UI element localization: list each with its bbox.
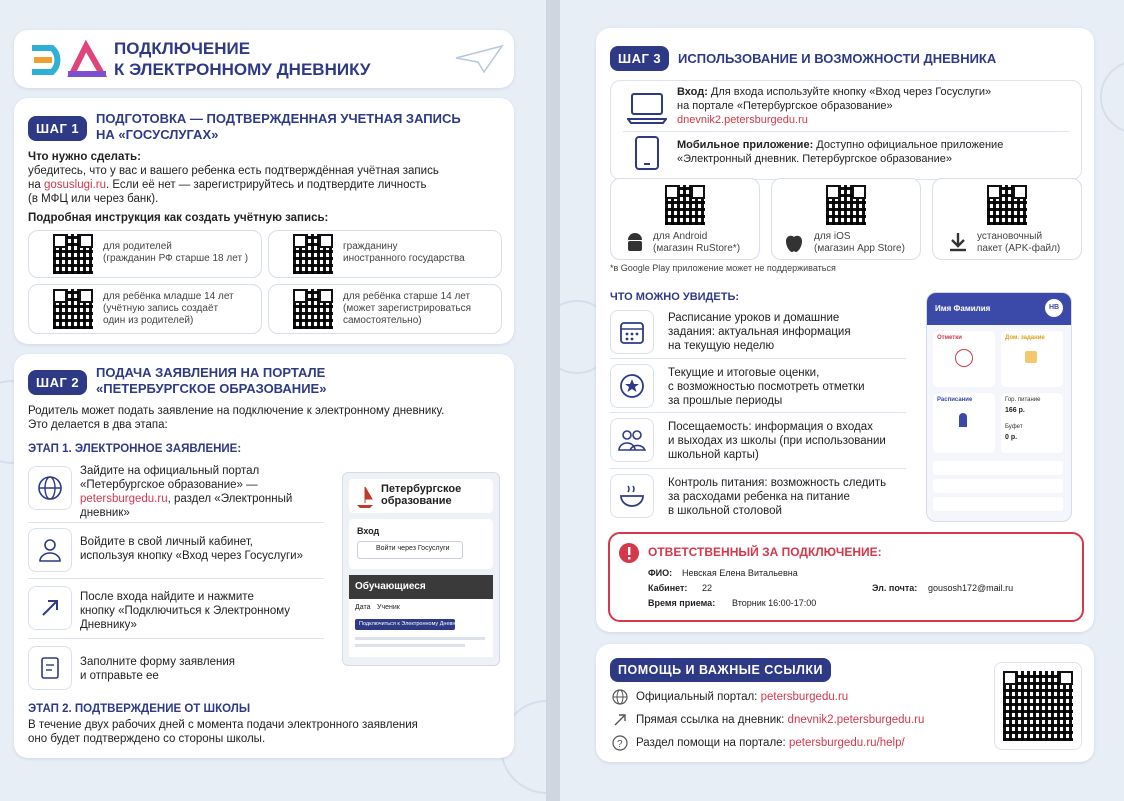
step1-badge: ШАГ 1 bbox=[28, 116, 87, 141]
step1-title-line2: НА «ГОСУСЛУГАХ» bbox=[96, 127, 219, 142]
help-question-icon bbox=[612, 735, 628, 751]
feature1-a: Расписание уроков и домашние bbox=[668, 312, 840, 324]
qr-code-icon bbox=[826, 185, 866, 225]
app1-line1: для Android bbox=[653, 231, 708, 242]
item2-a: Войдите в свой личный кабинет, bbox=[80, 536, 254, 548]
item1-a: Зайдите на официальный портал bbox=[80, 465, 260, 477]
step2-title-line1: ПОДАЧА ЗАЯВЛЕНИЯ НА ПОРТАЛЕ bbox=[96, 365, 326, 380]
app-homework-tile[interactable] bbox=[1001, 331, 1063, 387]
room-label: Кабинет: bbox=[648, 583, 688, 593]
gosuslugi-login-button[interactable] bbox=[357, 541, 463, 559]
divider bbox=[610, 358, 906, 359]
svg-text:?: ? bbox=[617, 739, 623, 750]
step2-badge: ШАГ 2 bbox=[28, 370, 87, 395]
qr3-line1: для ребёнка младше 14 лет bbox=[103, 291, 234, 302]
divider bbox=[623, 131, 1069, 132]
app2-line1: для iOS bbox=[814, 231, 851, 242]
app-header bbox=[927, 293, 1071, 325]
page-gutter bbox=[546, 0, 560, 801]
app-list-row bbox=[933, 479, 1063, 493]
responsible-title: ОТВЕТСТВЕННЫЙ ЗА ПОДКЛЮЧЕНИЕ: bbox=[648, 545, 882, 559]
apple-icon bbox=[784, 231, 804, 253]
user-icon bbox=[28, 528, 72, 572]
feature3-c: школьной карты) bbox=[668, 449, 759, 461]
app3-line2: пакет (APK-файл) bbox=[977, 243, 1061, 254]
help-card bbox=[596, 644, 1094, 762]
help-link-1: Официальный портал: petersburgedu.ru bbox=[636, 691, 849, 703]
feature1-b: задания: актуальная информация bbox=[668, 326, 851, 338]
portal-logo-b: образование bbox=[381, 495, 452, 507]
avatar[interactable]: НВ bbox=[1045, 299, 1063, 317]
item4-a: Заполните форму заявления bbox=[80, 656, 236, 668]
qr4-line3: самостоятельно) bbox=[343, 315, 422, 326]
left-page bbox=[0, 0, 546, 801]
app-marks-tile[interactable] bbox=[933, 331, 995, 387]
portal-logo-bar bbox=[349, 479, 493, 513]
qr1-line1: для родителей bbox=[103, 241, 172, 252]
homework-icon bbox=[1025, 351, 1037, 363]
mark-badge bbox=[955, 349, 973, 367]
login-line: Вход: Для входа используйте кнопку «Вход через Госуслуги» bbox=[677, 86, 992, 98]
feature4-b: за расходами ребенка на питание bbox=[668, 491, 850, 503]
download-icon bbox=[947, 231, 969, 253]
email-value[interactable]: gousosh172@mail.ru bbox=[928, 583, 1014, 593]
step1-title-line1: ПОДГОТОВКА — ПОДТВЕРЖДЕННАЯ УЧЕТНАЯ ЗАПИСЬ bbox=[96, 111, 461, 126]
connect-diary-button[interactable] bbox=[355, 619, 464, 630]
mobile-line-b: «Электронный дневник. Петербургское образование» bbox=[677, 153, 952, 165]
step2-title-line2: «ПЕТЕРБУРГСКОЕ ОБРАЗОВАНИЕ» bbox=[96, 381, 327, 396]
app-homework-label: Дом. задание bbox=[1005, 335, 1045, 341]
app2-line2: (магазин App Store) bbox=[814, 243, 905, 254]
portal-tab-student[interactable]: Ученик bbox=[377, 604, 400, 611]
qr3-line3: один из родителей) bbox=[103, 315, 194, 326]
alert-icon bbox=[618, 542, 640, 564]
step1-card bbox=[14, 98, 514, 344]
help-qr-box[interactable] bbox=[994, 662, 1082, 750]
schedule-icon bbox=[959, 413, 967, 427]
gosuslugi-login-label: Войти через Госуслуги bbox=[376, 545, 450, 552]
qr4-line1: для ребёнка старше 14 лет bbox=[343, 291, 471, 302]
app-android[interactable] bbox=[610, 178, 760, 260]
qr-code-icon bbox=[1003, 671, 1073, 741]
qr3-line2: (учётную запись создаёт bbox=[103, 303, 219, 314]
footnote: *в Google Play приложение может не поддерживаться bbox=[610, 263, 836, 273]
qr4-line2: (может зарегистрироваться bbox=[343, 303, 472, 314]
step1-text-c: (в МФЦ или через банк). bbox=[28, 193, 159, 205]
instruction-label: Подробная инструкция как создать учётную запись: bbox=[28, 212, 329, 224]
placeholder-line bbox=[355, 637, 485, 640]
portal-tab-date[interactable]: Дата bbox=[355, 604, 371, 611]
qr-code-icon bbox=[53, 289, 93, 329]
portal-logo-a: Петербургское bbox=[381, 483, 462, 495]
step3-badge: ШАГ 3 bbox=[610, 46, 669, 71]
help-section-link[interactable]: petersburgedu.ru/help/ bbox=[788, 737, 905, 749]
item3-b: кнопку «Подключиться к Электронному bbox=[80, 605, 291, 617]
login-line-b: на портале «Петербургское образование» bbox=[677, 100, 893, 112]
qr-parents[interactable] bbox=[28, 230, 262, 278]
laptop-icon bbox=[627, 91, 667, 125]
item2-b: используя кнопку «Вход через Госуслуги» bbox=[80, 550, 303, 562]
star-medal-icon bbox=[610, 364, 654, 408]
app-buffet-value: 0 р. bbox=[1005, 434, 1018, 441]
placeholder-line bbox=[355, 644, 465, 647]
step3-card bbox=[596, 28, 1094, 632]
item1-d: дневник» bbox=[80, 507, 130, 519]
app1-line2: (магазин RuStore*) bbox=[653, 243, 741, 254]
feature1-c: на текущую неделю bbox=[668, 340, 775, 352]
food-bowl-icon bbox=[610, 474, 654, 518]
app-ios[interactable] bbox=[771, 178, 921, 260]
qr2-line1: гражданину bbox=[343, 241, 398, 252]
fio-value: Невская Елена Витальевна bbox=[682, 568, 798, 578]
ed-logo-icon bbox=[28, 40, 110, 80]
divider bbox=[28, 522, 324, 523]
calendar-icon bbox=[610, 310, 654, 354]
qr-child-over14[interactable] bbox=[268, 284, 502, 334]
globe-icon bbox=[612, 689, 628, 705]
portal-students-panel bbox=[349, 599, 493, 657]
responsible-box bbox=[608, 532, 1084, 622]
app-schedule-tile[interactable] bbox=[933, 393, 995, 453]
app-schedule-label: Расписание bbox=[937, 397, 973, 403]
page-title-line2: К ЭЛЕКТРОННОМУ ДНЕВНИКУ bbox=[114, 60, 371, 79]
app-food-tile[interactable] bbox=[1001, 393, 1063, 453]
connect-diary-label: Подключиться к Электронному Дневнику bbox=[359, 621, 464, 627]
app-list-row bbox=[933, 461, 1063, 475]
app-screenshot bbox=[926, 292, 1072, 522]
item3-a: После входа найдите и нажмите bbox=[80, 591, 254, 603]
room-value: 22 bbox=[702, 583, 713, 593]
qr-code-icon bbox=[293, 234, 333, 274]
paper-plane-icon bbox=[454, 44, 504, 74]
feature4-a: Контроль питания: возможность следить bbox=[668, 477, 887, 489]
app-apk[interactable] bbox=[932, 178, 1082, 260]
help-link-2: Прямая ссылка на дневник: dnevnik2.petersburgedu.ru bbox=[636, 714, 925, 726]
portal-login-label: Вход bbox=[357, 526, 380, 536]
people-icon bbox=[610, 418, 654, 462]
divider bbox=[28, 638, 324, 639]
app-food-label: Гор. питание bbox=[1005, 397, 1041, 403]
step1-text-a: убедитесь, что у вас и вашего ребенка есть подтверждённая учётная запись bbox=[28, 165, 439, 177]
item3-c: Дневнику» bbox=[80, 619, 137, 631]
help-link-3: Раздел помощи на портале: petersburgedu.ru/help/ bbox=[636, 737, 905, 749]
see-label: ЧТО МОЖНО УВИДЕТЬ: bbox=[610, 291, 740, 303]
mobile-line: Мобильное приложение: Доступно официальное приложение bbox=[677, 139, 1004, 151]
what-to-do-label: Что нужно сделать: bbox=[28, 151, 141, 163]
item1-c: petersburgedu.ru, раздел «Электронный bbox=[80, 493, 293, 505]
page-title-line1: ПОДКЛЮЧЕНИЕ bbox=[114, 39, 251, 58]
divider bbox=[610, 412, 906, 413]
divider bbox=[610, 468, 906, 469]
qr-child-under14[interactable] bbox=[28, 284, 262, 334]
title-card bbox=[14, 30, 514, 88]
stage2-text-b: оно будет подтверждено со стороны школы. bbox=[28, 733, 266, 745]
portal-students-banner bbox=[349, 575, 493, 599]
diary-direct-link[interactable]: dnevnik2.petersburgedu.ru bbox=[787, 714, 925, 726]
feature4-c: в школьной столовой bbox=[668, 505, 782, 517]
portal-login-panel bbox=[349, 519, 493, 569]
app-user-name: Имя Фамилия bbox=[935, 304, 991, 313]
form-icon bbox=[28, 646, 72, 690]
app-list-row bbox=[933, 497, 1063, 511]
access-box bbox=[610, 80, 1082, 180]
item1-b: «Петербургское образование» — bbox=[80, 479, 258, 491]
portal-students-label: Обучающиеся bbox=[355, 581, 426, 592]
step2-card bbox=[14, 354, 514, 758]
ship-logo-icon bbox=[353, 483, 377, 509]
time-label: Время приема: bbox=[648, 598, 716, 608]
background-doodle bbox=[1100, 60, 1124, 134]
qr1-line2: (гражданин РФ старше 18 лет ) bbox=[103, 253, 249, 264]
feature2-b: с возможностью посмотреть отметки bbox=[668, 381, 865, 393]
app-food-value: 166 р. bbox=[1005, 407, 1025, 414]
help-title: ПОМОЩЬ И ВАЖНЫЕ ССЫЛКИ bbox=[610, 658, 831, 682]
step2-intro-a: Родитель может подать заявление на подключение к электронному дневнику. bbox=[28, 405, 445, 417]
qr-code-icon bbox=[53, 234, 93, 274]
stage1-title: ЭТАП 1. ЭЛЕКТРОННОЕ ЗАЯВЛЕНИЕ: bbox=[28, 443, 242, 455]
qr-code-icon bbox=[665, 185, 705, 225]
fio-label: ФИО: bbox=[648, 568, 673, 578]
arrow-icon bbox=[28, 586, 72, 630]
android-icon bbox=[625, 231, 645, 253]
stage2-text-a: В течение двух рабочих дней с момента подачи электронного заявления bbox=[28, 719, 418, 731]
email-label: Эл. почта: bbox=[872, 583, 918, 593]
item4-b: и отправьте ее bbox=[80, 670, 159, 682]
time-value: Вторник 16:00-17:00 bbox=[732, 598, 817, 608]
qr-foreigner[interactable] bbox=[268, 230, 502, 278]
step2-intro-b: Это делается в два этапа: bbox=[28, 419, 168, 431]
dnevnik-link[interactable]: dnevnik2.petersburgedu.ru bbox=[677, 114, 808, 126]
divider bbox=[28, 578, 324, 579]
qr-code-icon bbox=[987, 185, 1027, 225]
step3-title: ИСПОЛЬЗОВАНИЕ И ВОЗМОЖНОСТИ ДНЕВНИКА bbox=[678, 51, 997, 66]
app-buffet-label: Буфет bbox=[1005, 424, 1023, 430]
feature3-a: Посещаемость: информация о входах bbox=[668, 421, 873, 433]
feature2-a: Текущие и итоговые оценки, bbox=[668, 367, 820, 379]
portal-link[interactable]: petersburgedu.ru bbox=[760, 691, 849, 703]
qr2-line2: иностранного государства bbox=[343, 253, 465, 264]
gosuslugi-link[interactable]: gosuslugi.ru bbox=[43, 179, 106, 191]
tablet-icon bbox=[633, 135, 661, 171]
feature2-c: за прошлые периоды bbox=[668, 395, 783, 407]
petersburgedu-link[interactable]: petersburgedu.ru bbox=[80, 493, 168, 505]
right-page bbox=[560, 0, 1124, 801]
app3-line1: установочный bbox=[977, 231, 1043, 242]
globe-icon bbox=[28, 466, 72, 510]
link-arrow-icon bbox=[612, 712, 628, 728]
app-marks-label: Отметки bbox=[937, 335, 962, 341]
qr-code-icon bbox=[293, 289, 333, 329]
stage2-title: ЭТАП 2. ПОДТВЕРЖДЕНИЕ ОТ ШКОЛЫ bbox=[28, 703, 251, 715]
feature3-b: и выходах из школы (при использовании bbox=[668, 435, 886, 447]
portal-screenshot bbox=[342, 472, 500, 666]
step1-text-b: на gosuslugi.ru. Если её нет — зарегистрируйтесь и подтвердите личность bbox=[28, 179, 427, 191]
